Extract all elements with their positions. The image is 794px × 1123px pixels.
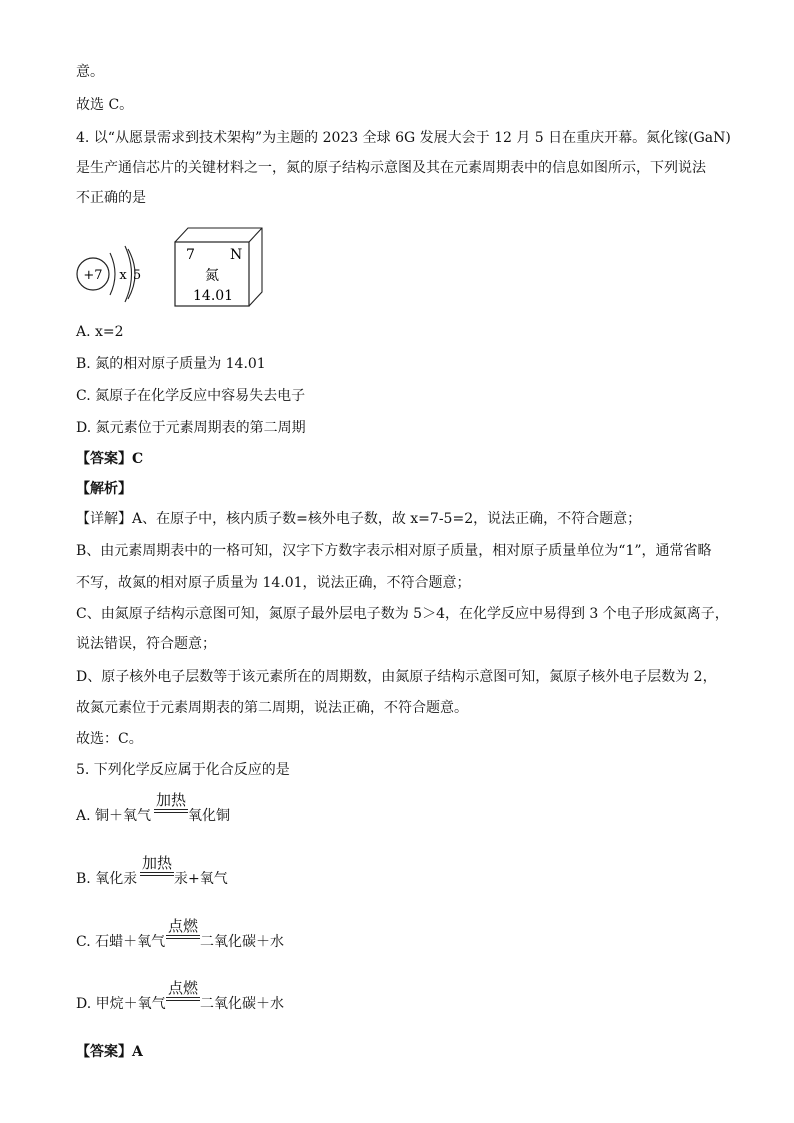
atomic-number: 7: [186, 247, 195, 263]
element-symbol: N: [230, 247, 243, 263]
reaction-condition: 点燃: [167, 917, 198, 935]
detail-line: 不写，故氮的相对原子质量为 14.01，说法正确，不符合题意；: [76, 575, 471, 591]
detail-line: 故氮元素位于元素周期表的第二周期，说法正确，不符合题意。: [76, 700, 468, 716]
reaction-right: 二氧化碳＋水: [200, 996, 284, 1012]
question-5-stem: 5. 下列化学反应属于化合反应的是: [76, 762, 290, 778]
reaction-right: 二氧化碳＋水: [200, 934, 284, 950]
atom-diagram: [76, 222, 276, 312]
nitrogen-figure: [76, 222, 276, 312]
reaction-left: C. 石蜡＋氧气: [76, 934, 166, 950]
question-4-stem: 不正确的是: [76, 190, 146, 206]
atomic-mass: 14.01: [193, 288, 234, 304]
detail-line: D、原子核外电子层数等于该元素所在的周期数，由氮原子结构示意图可知，氮原子核外电子层数为 2，: [76, 669, 717, 685]
shell-electrons-outer: 5: [132, 268, 142, 283]
choose-line: 故选：C。: [76, 731, 143, 747]
text-line: 意。: [76, 64, 104, 80]
reaction-condition: 加热: [141, 854, 172, 872]
nucleus-charge: +7: [83, 268, 103, 283]
text-line: 故选 C。: [76, 97, 134, 113]
answer-label: 【答案】A: [76, 1044, 143, 1060]
detail-line: B、由元素周期表中的一格可知，汉字下方数字表示相对原子质量，相对原子质量单位为“1”，通常省略: [76, 543, 712, 559]
question-4-stem: 4. 以“从愿景需求到技术架构”为主题的 2023 全球 6G 发展大会于 12 月 5 日在重庆开幕。氮化镓(GaN): [76, 130, 731, 146]
detail-line: 说法错误，符合题意；: [76, 636, 216, 652]
detail-line: 【详解】A、在原子中，核内质子数=核外电子数，故 x=7-5=2，说法正确，不符合题意；: [76, 511, 642, 527]
option-a: A. x=2: [76, 324, 124, 340]
element-name: 氮: [205, 268, 219, 284]
shell-electrons-x: x: [119, 268, 127, 283]
reaction-left: A. 铜＋氧气: [76, 808, 152, 824]
shell-arc: [110, 253, 115, 295]
answer-label: 【答案】C: [76, 451, 144, 467]
reaction-left: D. 甲烷＋氧气: [76, 996, 166, 1012]
reaction-condition: 点燃: [167, 979, 198, 997]
analysis-label: 【解析】: [76, 481, 132, 497]
reaction-right: 汞+氧气: [174, 871, 228, 887]
question-4-stem: 是生产通信芯片的关键材料之一，氮的原子结构示意图及其在元素周期表中的信息如图所示，下列说法: [76, 160, 706, 176]
option-b: B. 氮的相对原子质量为 14.01: [76, 356, 266, 372]
reaction-right: 氧化铜: [188, 808, 230, 824]
option-d: D. 氮元素位于元素周期表的第二周期: [76, 420, 306, 436]
reaction-left: B. 氧化汞: [76, 871, 138, 887]
reaction-condition: 加热: [155, 791, 186, 809]
option-c: C. 氮原子在化学反应中容易失去电子: [76, 388, 306, 404]
detail-line: C、由氮原子结构示意图可知，氮原子最外层电子数为 5＞4，在化学反应中易得到 3 个电子形成氮离子，: [76, 606, 729, 622]
